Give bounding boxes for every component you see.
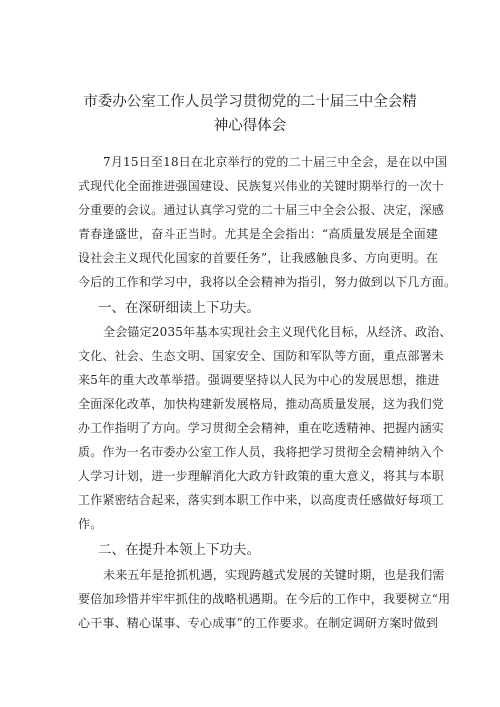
section-2-line-2: 要倍加珍惜并牢牢抓住的战略机遇期。在今后的工作中，我要树立“用 [78,592,451,606]
section-1-line-9: 作。 [78,517,103,531]
intro-line-4: 青春逢盛世，奋斗正当时。尤其是全会指出：“高质量发展是全面建 [78,227,439,241]
section-2-line-3: 心干事、精心谋事、专心成事”的工作要求。在制定调研方案时做到 [78,616,439,630]
section-2-line-1: 未来五年是抢抓机遇，实现跨越式发展的关键时期，也是我们需 [103,568,445,582]
section-1-line-7: 人学习计划，进一步理解消化大政方针政策的重大意义，将其与本职 [78,469,445,483]
section-1-line-8: 工作紧密结合起来，落实到本职工作中来，以高度责任感做好每项工 [78,493,445,507]
section-2-heading: 二、在提升本领上下功夫。 [98,542,260,558]
intro-line-2: 式现代化全面推进强国建设、民族复兴伟业的关键时期举行的一次十 [78,179,445,193]
intro-line-6: 今后的工作和学习中，我将以全会精神为指引，努力做到以下几方面。 [78,275,457,289]
section-1-line-5: 办工作指明了方向。学习贯彻全会精神，重在吃透精神、把握内涵实 [78,421,445,435]
section-1-line-6: 质。作为一名市委办公室工作人员，我将把学习贯彻全会精神纳入个 [78,445,445,459]
intro-line-1: 7月15日至18日在北京举行的党的二十届三中全会，是在以中国 [103,155,448,169]
intro-line-3: 分重要的会议。通过认真学习党的二十届三中全会公报、决定，深感 [78,203,445,217]
intro-line-5: 设社会主义现代化国家的首要任务”，让我感触良多、方向更明。在 [78,251,439,265]
document-title-line-1: 市委办公室工作人员学习贯彻党的二十届三中全会精 [83,94,417,110]
section-1-heading: 一、在深研细读上下功夫。 [98,300,260,316]
section-1-line-1: 全会锚定2035年基本实现社会主义现代化目标，从经济、政治、 [103,325,452,339]
document-title-line-2: 神心得体会 [213,118,287,134]
section-1-line-3: 来5年的重大改革举措。强调要坚持以人民为中心的发展思想，推进 [78,373,440,387]
section-1-line-2: 文化、社会、生态文明、国家安全、国防和军队等方面，重点部署未 [78,349,445,363]
section-1-line-4: 全面深化改革，加快构建新发展格局，推动高质量发展，这为我们党 [78,397,445,411]
